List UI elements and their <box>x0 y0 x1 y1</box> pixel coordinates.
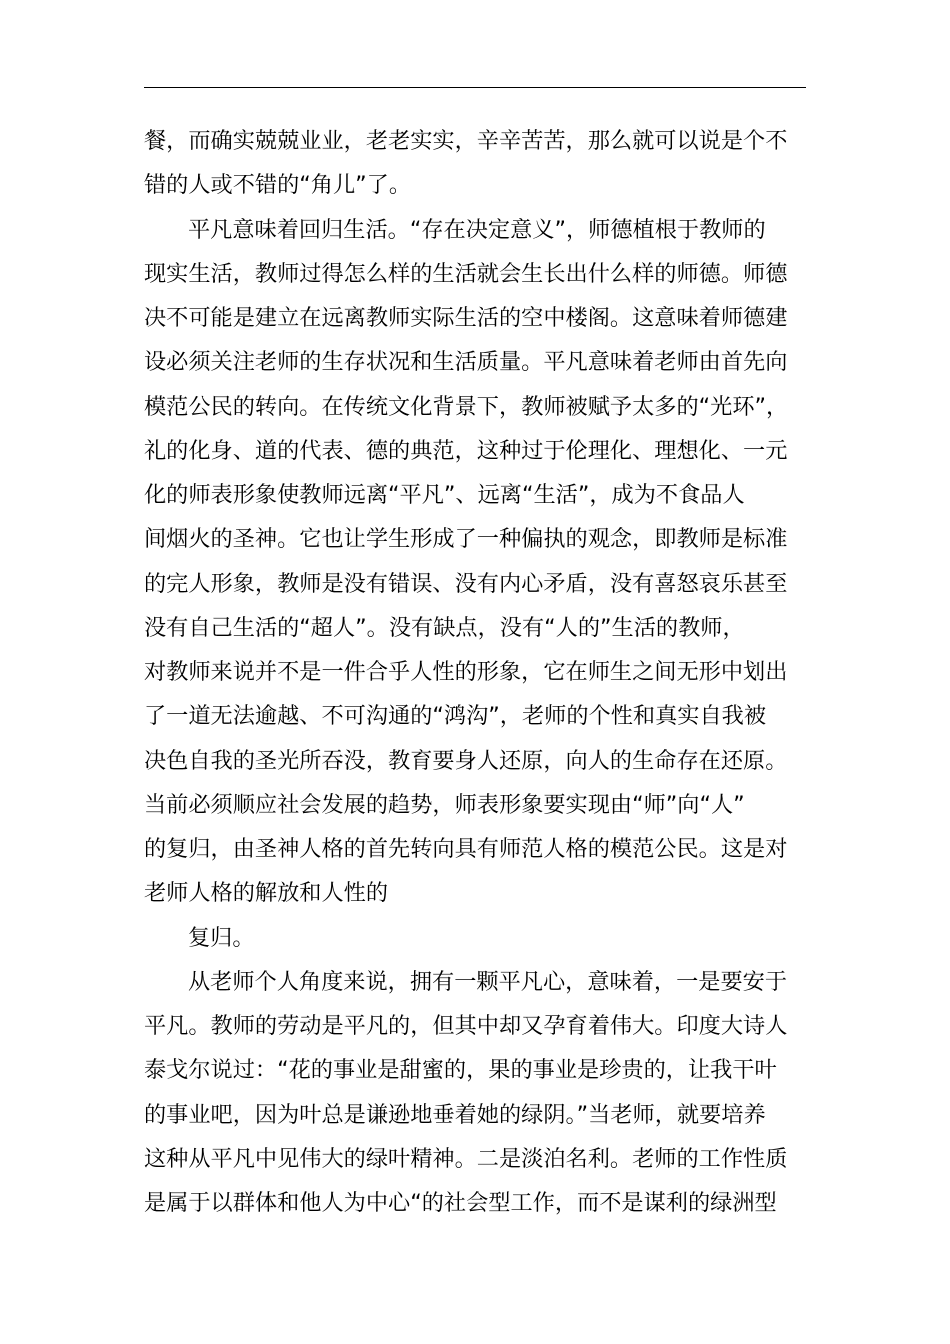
text-line: 现实生活，教师过得怎么样的生活就会生长出什么样的师德。师德 <box>144 260 788 287</box>
text-line: 礼的化身、道的代表、德的典范，这种过于伦理化、理想化、一元 <box>144 437 788 464</box>
text-line: 老师人格的解放和人性的 <box>144 880 389 907</box>
text-line: 的复归，由圣神人格的首先转向具有师范人格的模范公民。这是对 <box>144 836 788 862</box>
text-line: 决不可能是建立在远离教师实际生活的空中楼阁。这意味着师德建 <box>144 305 788 331</box>
text-line: 泰戈尔说过：“花的事业是甜蜜的，果的事业是珍贵的，让我干叶 <box>144 1057 777 1084</box>
text-line: 是属于以群体和他人为中心“的社会型工作，而不是谋利的绿洲型 <box>144 1190 777 1216</box>
text-line: 错的人或不错的“角儿”了。 <box>144 172 412 199</box>
text-line: 间烟火的圣神。它也让学生形成了一种偏执的观念，即教师是标准 <box>144 526 788 553</box>
header-rule <box>144 87 806 88</box>
text-line: 对教师来说并不是一件合乎人性的形象，它在师生之间无形中划出 <box>144 659 788 685</box>
text-line: 化的师表形象使教师远离“平凡”、远离“生活”，成为不食品人 <box>144 482 745 508</box>
document-body <box>144 119 806 1225</box>
text-line: 从老师个人角度来说，拥有一颗平凡心，意味着，一是要安于 <box>188 968 788 995</box>
text-line: 模范公民的转向。在传统文化背景下，教师被赋予太多的“光环”， <box>144 393 789 420</box>
text-line: 设必须关注老师的生存状况和生活质量。平凡意味着老师由首先向 <box>144 349 788 376</box>
text-line: 决色自我的圣光所吞没，教育要身人还原，向人的生命存在还原。 <box>144 747 788 774</box>
text-line: 餐，而确实兢兢业业，老老实实，辛辛苦苦，那么就可以说是个不 <box>144 128 788 154</box>
text-line: 了一道无法逾越、不可沟通的“鸿沟”，老师的个性和真实自我被 <box>144 703 767 730</box>
text-line: 当前必须顺应社会发展的趋势，师表形象要实现由“师”向“人” <box>144 791 745 818</box>
text-line: 没有自己生活的“超人”。没有缺点，没有“人的”生活的教师， <box>144 614 745 641</box>
text-line: 平凡意味着回归生活。“存在决定意义”，师德植根于教师的 <box>188 216 766 243</box>
text-line: 平凡。教师的劳动是平凡的，但其中却又孕育着伟大。印度大诗人 <box>144 1013 788 1039</box>
text-line: 的事业吧，因为叶总是谦逊地垂着她的绿阴。”当老师，就要培养 <box>144 1101 766 1128</box>
text-line: 复归。 <box>188 924 255 951</box>
text-line: 这种从平凡中见伟大的绿叶精神。二是淡泊名利。老师的工作性质 <box>144 1145 788 1172</box>
text-line: 的完人形象，教师是没有错误、没有内心矛盾，没有喜怒哀乐甚至 <box>144 570 788 597</box>
